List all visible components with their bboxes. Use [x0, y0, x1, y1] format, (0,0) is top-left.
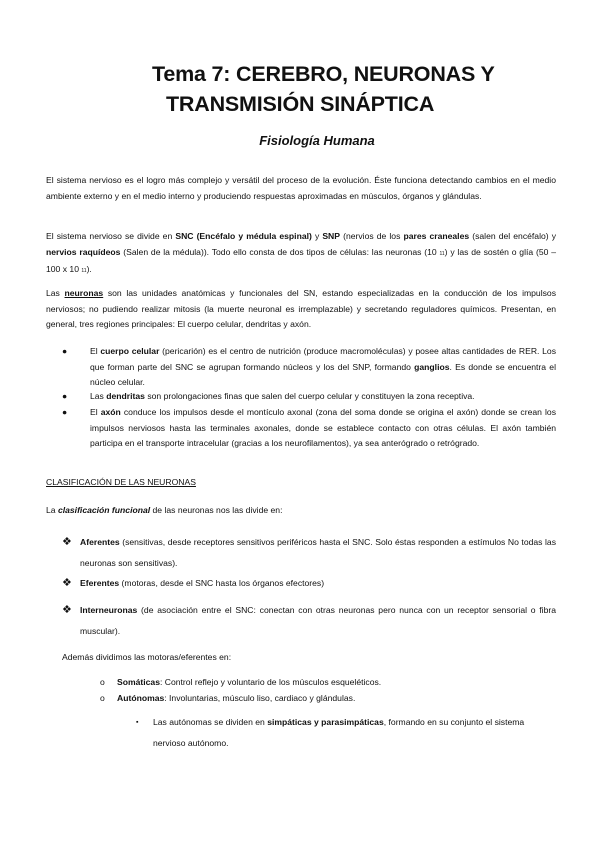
bullet-marker: ● [62, 407, 68, 417]
subtitle: Fisiología Humana [259, 133, 375, 148]
text-run: (salen del encéfalo) y [469, 231, 557, 241]
sublist-text [117, 693, 355, 703]
paragraph-motoras: Además dividimos las motoras/eferentes en: [62, 652, 232, 662]
bullet-text [90, 405, 556, 452]
text-run-bold: Eferentes [80, 578, 120, 588]
text-run-bold: simpáticas y parasimpáticas [267, 717, 384, 727]
bullet-axon [62, 405, 556, 452]
text-run-bold: Interneuronas [80, 605, 138, 615]
title-line-1: Tema 7: CEREBRO, NEURONAS Y [152, 62, 495, 86]
exponent: 11 [81, 268, 87, 274]
nested-item-text [153, 712, 556, 754]
diamond-bullet-icon: ❖ [62, 536, 72, 548]
paragraph-division [46, 229, 556, 280]
text-run: ) y las de sostén o glía (50 – 100 x 10 [46, 246, 556, 274]
sublist-item-autonomas [100, 691, 355, 705]
text-run-bold: nervios raquídeos [46, 246, 121, 257]
list-item-text [80, 600, 556, 642]
list-item-aferentes [62, 532, 556, 574]
text-run-bold: SNP [322, 231, 340, 241]
circle-bullet-icon: o [100, 693, 105, 703]
text-run: , formando en su conjunto el sistema nervioso autónomo. [153, 717, 525, 748]
text-run: El [90, 346, 101, 356]
text-run: conduce los impulsos desde el montículo axonal (zona del soma donde se origina el axón) donde se crean los impulsos nerviosos hasta las terminales axonales, donde se establece contacto con otras células. El axón también participa en el transporte intracelular (gracias a los neurofilamentos), ya sea anterógrado o retrógrado. [90, 407, 556, 448]
text-run-bold: axón [100, 407, 121, 417]
text-run: : Control reflejo y voluntario de los músculos esqueléticos. [160, 677, 382, 687]
list-item-text [80, 573, 556, 594]
paragraph-intro: El sistema nervioso es el logro más complejo y versátil del proceso de la evolución. Éste funciona detectando cambios en el medio ambiente externo y en el medio interno y produciendo respuestas aproximadas en músculos, órganos y glándulas. [46, 175, 556, 201]
text-run: (motoras, desde el SNC hasta los órganos efectores) [119, 578, 325, 588]
text-run: ). [86, 264, 92, 274]
paragraph-clasificacion [46, 505, 282, 515]
text-run: (Salen de la médula)). Todo ello consta de dos tipos de células: las neuronas (10 [120, 246, 440, 257]
text-run-bold: cuerpo celular [100, 346, 160, 356]
text-run: : Involuntarias, músculo liso, cardiaco y glándulas. [164, 693, 356, 703]
text-run: . Es donde se encuentra el núcleo celular. [90, 361, 556, 387]
text-run-bold: SNC (Encéfalo y médula espinal) [175, 231, 312, 241]
text-run: Las autónomas se dividen en [153, 717, 268, 727]
text-run: (nervios de los [340, 231, 404, 241]
bullet-marker: ● [62, 391, 68, 401]
nested-item-simpaticas [136, 712, 556, 754]
diamond-bullet-icon: ❖ [62, 604, 72, 616]
paragraph-neuronas [46, 286, 556, 333]
text-run-bold: Autónomas [117, 693, 165, 703]
text-run-bold: dendritas [106, 391, 145, 401]
text-run: (de asociación entre el SNC: conectan con otras neuronas pero nunca con un receptor sensorial o fibra muscular). [80, 605, 556, 636]
bullet-text [90, 344, 556, 391]
text-run: (sensitivas, desde receptores sensitivos periféricos hasta el SNC. Solo éstas responden a estímulos No todas las neuronas son sensitivas). [80, 537, 556, 568]
text-run-bold-underline: neuronas [64, 288, 104, 298]
list-item-interneuronas [62, 600, 556, 642]
text-run: y [311, 231, 323, 241]
exponent: 11 [439, 250, 445, 257]
bullet-cuerpo-celular [62, 344, 556, 391]
sublist-text [117, 677, 381, 687]
text-run: son prolongaciones finas que salen del cuerpo celular y constituyen la zona receptiva. [144, 391, 475, 401]
text-run: El sistema nervioso se divide en [46, 231, 176, 241]
text-run: Las [90, 391, 107, 401]
text-run: El [90, 407, 101, 417]
circle-bullet-icon: o [100, 677, 105, 687]
square-bullet-icon: ▪ [136, 719, 139, 726]
bullet-dendritas [62, 389, 556, 405]
text-run-bold: Somáticas [117, 677, 160, 687]
sublist-item-somaticas [100, 675, 381, 689]
text-run: de las neuronas nos las divide en: [150, 505, 283, 515]
text-run: (pericarión) es el centro de nutrición (produce macromoléculas) y posee altas cantidades de RER. Los que forman parte del SNC se agrupan formando núcleos y los del SNP, formando [90, 346, 557, 372]
text-run-bold: pares craneales [403, 231, 470, 241]
title-line-2: TRANSMISIÓN SINÁPTICA [166, 92, 435, 116]
bullet-marker: ● [62, 346, 68, 356]
text-run-bold: Aferentes [80, 537, 120, 547]
list-item-eferentes [62, 573, 556, 594]
bullet-text [90, 389, 556, 405]
list-item-text [80, 532, 556, 574]
text-run-bold-italic: clasificación funcional [57, 505, 151, 515]
text-run-bold: ganglios [414, 361, 450, 372]
text-run: La [46, 505, 58, 515]
text-run: son las unidades anatómicas y funcionales del SN, estando especializadas en la conducción de los impulsos nerviosos; no pudiendo realizar mitosis (la muerte neuronal es irremplazable) y secretando reguladores químicos. Presentan, en general, tres regiones principales: El cuerpo celular, dendritas y axón. [46, 288, 556, 329]
section-heading: CLASIFICACIÓN DE LAS NEURONAS [46, 477, 196, 487]
diamond-bullet-icon: ❖ [62, 577, 72, 589]
text-run: Las [46, 288, 65, 298]
